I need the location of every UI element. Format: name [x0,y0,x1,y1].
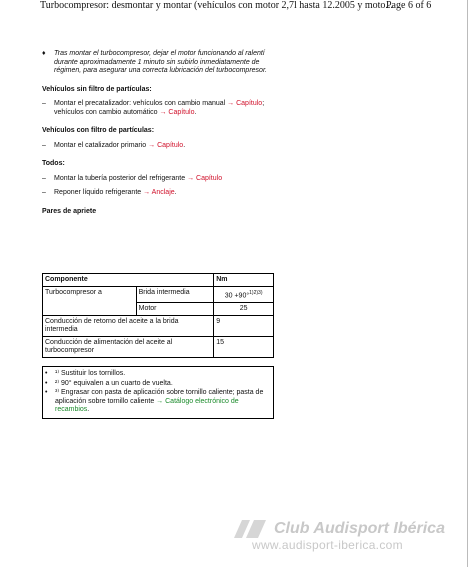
turbo-label: Turbocompresor a [43,287,137,316]
column-header-nm: Nm [214,274,274,287]
list-item [42,189,282,198]
section-heading: Vehículos sin filtro de partículas: [42,85,152,93]
list-item [42,100,282,117]
text-run: ²⁾ 90° equivalen a un cuarto de vuelta. [55,379,173,387]
watermark-url: www.audisport-iberica.com [252,538,403,552]
dash-bullet: – [42,189,46,196]
list-item-text [54,142,185,151]
footnote-text [55,389,271,415]
note-text: Tras montar el turbocompresor, dejar el motor funcionando al ralentí durante aproximadamente 1 minuto sin subirlo inmediatamente de régimen, para asegurar una correcta lubricación del turbocompresor. [54,50,267,74]
torque-table [42,273,274,358]
note [42,50,282,76]
section-heading: Todos: [42,160,65,167]
component-cell: Conducción de retorno del aceite a la brida intermedia [43,316,214,337]
text-run: ³⁾ Engrasar con pasta de aplicación sobre tornillo caliente; pasta de aplicación sobre tornillo caliente [55,389,264,405]
text-run: . [87,406,90,413]
footnote [45,389,271,415]
sections [42,86,282,198]
table-row [43,337,274,358]
text-run: Reponer líquido refrigerante [54,189,144,196]
text-run: Montar el catalizador primario [54,141,149,149]
bullet-icon: • [45,379,48,387]
page-edge-divider [467,0,468,567]
value-cell: 15 [214,337,274,358]
text-run: ; vehículos con cambio automático [54,100,265,116]
list-item-text [54,175,222,184]
column-header-component: Componente [43,274,214,287]
footnote [45,380,271,389]
content-body [42,50,282,216]
bullet-icon: • [45,389,48,396]
torque-heading: Pares de apriete [42,207,97,215]
table-header-row [43,274,274,287]
bullet-icon: • [45,370,48,377]
text-run: ¹⁾ Sustituir los tornillos. [55,370,126,377]
text-run: Montar la tubería posterior del refrigerante [54,174,188,182]
turbo-value: 25 [214,303,274,316]
section-heading: Vehículos con filtro de partículas: [42,127,155,134]
cross-reference-link[interactable]: → Catálogo electrónico de recambios [55,397,239,413]
page-header [40,0,470,11]
cross-reference-link[interactable]: → Anclaje [143,189,175,196]
document-title: Turbocompresor: desmontar y montar (vehículos con motor 2,7l hasta 12.2005 y moto... [40,0,393,11]
watermark-title: Club Audisport Ibérica [274,520,445,537]
cross-reference-link[interactable]: → Capítulo [187,174,223,182]
dash-bullet: – [42,141,46,149]
turbo-value: 30 +90°$^{1)2)3)}$ [214,287,274,303]
footnotes-box [42,366,274,419]
cross-reference-link[interactable]: → Capítulo [227,100,263,107]
list-item-text [54,189,177,198]
component-cell: Conducción de alimentación del aceite al turbocompresor [43,337,214,358]
audisport-logo-icon [228,520,266,538]
list-item [42,142,282,151]
watermark-line1 [228,520,468,538]
cross-reference-link[interactable]: → Capítulo [159,108,195,116]
table-row [43,316,274,337]
text-run: Montar el precatalizador: vehículos con cambio manual [54,100,228,107]
footnote-text [55,370,125,379]
dash-bullet: – [42,174,46,182]
text-run: . [183,141,186,149]
footnote [45,370,271,379]
text-run: . [174,189,177,196]
turbo-part: Motor [136,303,214,316]
turbo-part: Brida intermedia [136,287,214,303]
footnote-text [55,380,173,389]
dash-bullet: – [42,100,46,107]
cross-reference-link[interactable]: → Capítulo [148,141,184,149]
table-row [43,287,274,303]
diamond-bullet-icon: ♦ [42,50,46,57]
watermark [228,520,468,552]
list-item-text [54,100,282,117]
text-run: . [194,108,197,116]
list-item [42,175,282,184]
value-cell: 9 [214,316,274,337]
page-number: Page 6 of 6 [386,0,432,11]
